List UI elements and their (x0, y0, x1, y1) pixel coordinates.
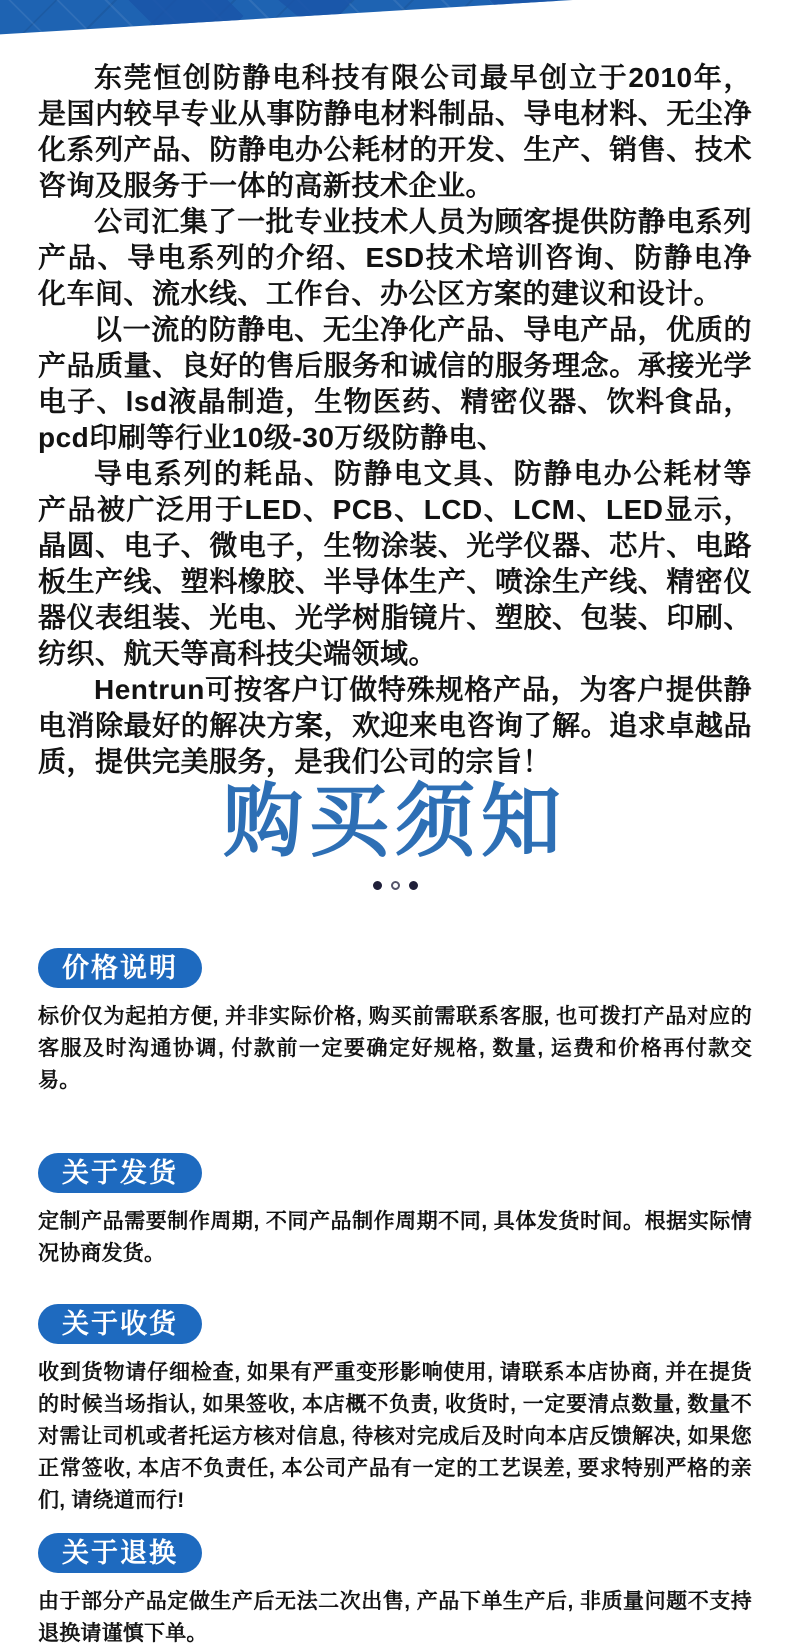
intro-paragraph: Hentrun可按客户订做特殊规格产品，为客户提供静电消除最好的解决方案，欢迎来电咨询了解。追求卓越品质，提供完美服务，是我们公司的宗旨！ (38, 674, 752, 777)
section-badge-price: 价格说明 (38, 948, 202, 988)
intro-paragraph: 东莞恒创防静电科技有限公司最早创立于2010年，是国内较早专业从事防静电材料制品、导电材料、无尘净化系列产品、防静电办公耗材的开发、生产、销售、技术咨询及服务于一体的高新技术企业。 (38, 62, 752, 201)
section-badge-shipping: 关于发货 (38, 1153, 202, 1193)
intro-paragraph: 以一流的防静电、无尘净化产品、导电产品，优质的产品质量、良好的售后服务和诚信的服务理念。承接光学电子、lsd液晶制造，生物医药、精密仪器、饮料食品，pcd印刷等行业10级-30万级防静电、 (38, 314, 752, 453)
company-introduction (0, 40, 790, 780)
banner-diamond-shape (273, 0, 355, 36)
section-shipping (0, 1153, 790, 1270)
carousel-dots (0, 880, 790, 890)
banner-diamond-shape (466, 0, 563, 41)
carousel-dot (373, 881, 382, 890)
section-badge-returns: 关于退换 (38, 1533, 202, 1573)
section-price (0, 948, 790, 1097)
intro-paragraph: 导电系列的耗品、防静电文具、防静电办公耗材等 产品被广泛用于LED、PCB、LCD、LCM、LED显示，晶圆、电子、微电子，生物涂装、光学仪器、芯片、电路板生产线、塑料橡胶、半导体生产、喷涂生产线、精密仪器仪表组装、光电、光学树脂镜片、塑胶、包装、印刷、纺织、航天等高科技尖端领域。 (38, 458, 752, 669)
diagonal-pattern (0, 0, 790, 40)
purchase-notice-title: 购买须知 (223, 777, 567, 866)
section-returns (0, 1533, 790, 1650)
header-banner (0, 0, 790, 40)
section-badge-receiving: 关于收货 (38, 1304, 202, 1344)
intro-paragraph: 公司汇集了一批专业技术人员为顾客提供防静电系列产品、导电系列的介绍、ESD技术培训咨询、防静电净化车间、流水线、工作台、办公区方案的建议和设计。 (38, 206, 752, 309)
carousel-dot (391, 881, 400, 890)
section-text-receiving: 收到货物请仔细检查, 如果有严重变形影响使用, 请联系本店协商, 并在提货的时候当场指认, 如果签收, 本店概不负责, 收货时, 一定要清点数量, 数量不对需让司机或者托运方核对信息, 待核对完成后及时向本店反馈解决, 如果您正常签收, 本店不负责任, 本公司产品有一定的工艺误差, 要求特别严格的亲们, 请绕道而行! (38, 1361, 752, 1512)
section-text-returns: 由于部分产品定做生产后无法二次出售, 产品下单生产后, 非质量问题不支持退换请谨慎下单。 (38, 1590, 752, 1645)
section-text-shipping: 定制产品需要制作周期, 不同产品制作周期不同, 具体发货时间。根据实际情况协商发货。 (38, 1210, 752, 1265)
section-text-price: 标价仅为起拍方便, 并非实际价格, 购买前需联系客服, 也可拨打产品对应的客服及时沟通协调, 付款前一定要确定好规格, 数量, 运费和价格再付款交易。 (38, 1005, 752, 1092)
carousel-dot (409, 881, 418, 890)
section-receiving (0, 1304, 790, 1517)
